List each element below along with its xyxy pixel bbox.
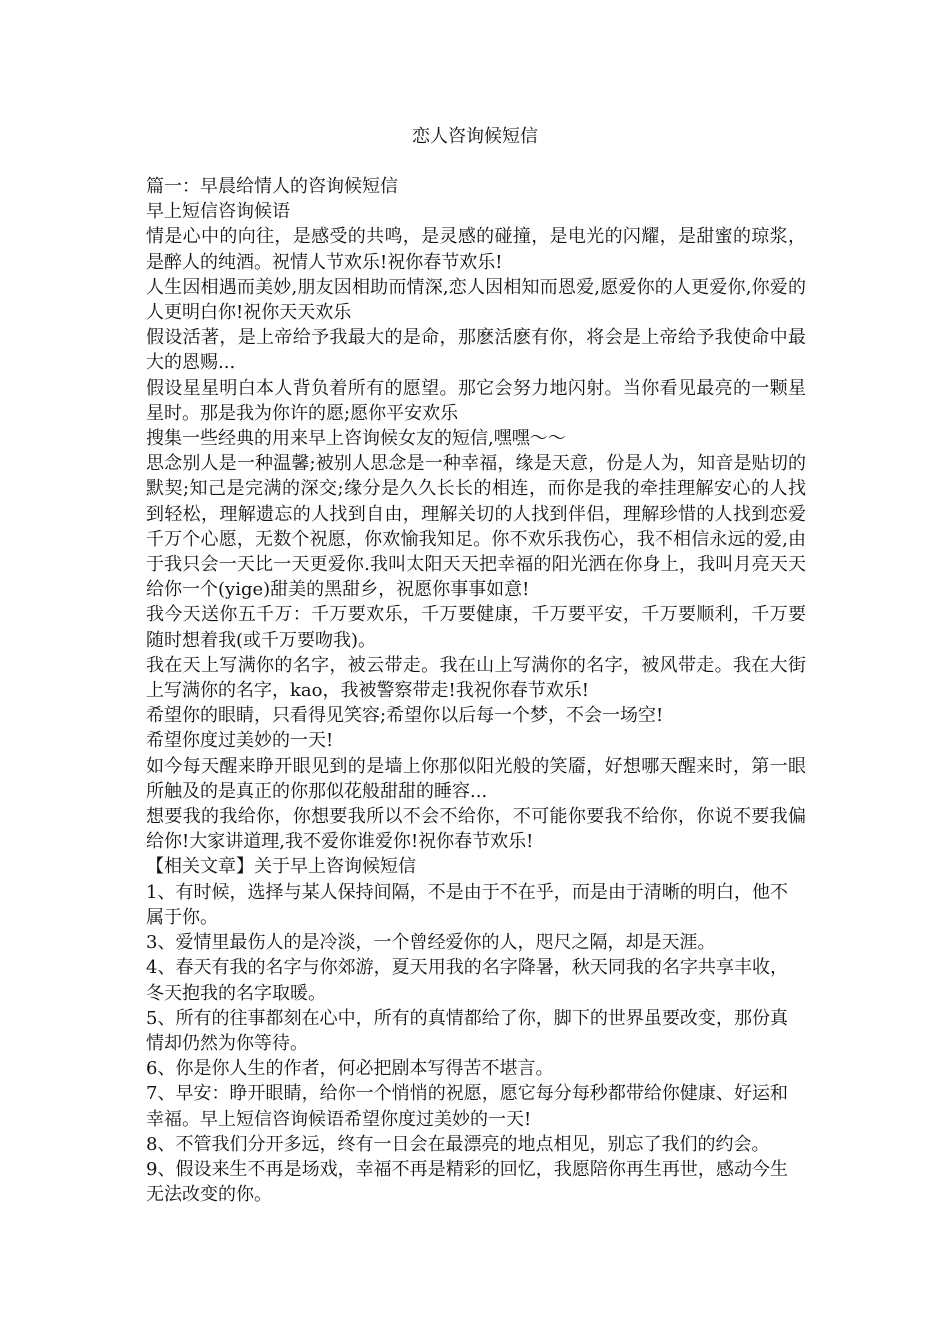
paragraph: 搜集一些经典的用来早上咨询候女友的短信,嘿嘿～～ [146, 428, 566, 450]
related-articles-heading: 【相关文章】关于早上咨询候短信 [146, 856, 416, 878]
paragraph: 我在天上写满你的名字，被云带走。我在山上写满你的名字，被风带走。我在大街上写满你的名字，kao，我被警察带走!我祝你春节欢乐! [146, 654, 806, 702]
list-item: 7、早安：睁开眼睛，给你一个悄悄的祝愿，愿它每分每秒都带给你健康、好运和幸福。早上短信咨询候语希望你度过美妙的一天! [146, 1083, 788, 1130]
list-item: 4、春天有我的名字与你郊游，夏天用我的名字降暑，秋天同我的名字共享丰收，冬天抱我的名字取暖。 [146, 957, 788, 1004]
list-item: 1、有时候，选择与某人保持间隔，不是由于不在乎，而是由于清晰的明白，他不属于你。 [146, 881, 788, 928]
paragraph: 希望你的眼睛，只看得见笑容;希望你以后每一个梦，不会一场空! [146, 705, 664, 727]
list-item: 8、不管我们分开多远，终有一日会在最漂亮的地点相见，别忘了我们的约会。 [146, 1133, 770, 1155]
subheading: 早上短信咨询候语 [146, 201, 290, 223]
section-heading: 篇一：早晨给情人的咨询候短信 [146, 176, 398, 197]
paragraph: 希望你度过美妙的一天! [146, 730, 334, 752]
document-title: 恋人咨询候短信 [412, 126, 538, 147]
paragraph: 思念别人是一种温馨;被别人思念是一种幸福，缘是天意，份是人为，知音是贴切的默契;知己是完满的深交;缘分是久久长长的相连，而你是我的牵挂理解安心的人找到轻松，理解遗忘的人找到自由，理解关切的人找到伴侣，理解珍惜的人找到恋爱千万个心愿，无数个祝愿，你欢愉我知足。你不欢乐我伤心，我不相信永远的爱,由于我只会一天比一天更爱你.我叫太阳天天把幸福的阳光洒在你身上，我叫月亮天天给你一个(yige)甜美的黑甜乡，祝愿你事事如意! [146, 453, 806, 601]
paragraph: 想要我的我给你，你想要我所以不会不给你，不可能你要我不给你，你说不要我偏给你!大家讲道理,我不爱你谁爱你!祝你春节欢乐! [146, 806, 806, 853]
paragraph: 情是心中的向往，是感受的共鸣，是灵感的碰撞，是电光的闪耀，是甜蜜的琼浆，是醉人的纯酒。祝情人节欢乐!祝你春节欢乐! [146, 226, 806, 273]
list-item: 6、你是你人生的作者，何必把剧本写得苦不堪言。 [146, 1058, 554, 1080]
list-item: 9、假设来生不再是场戏，幸福不再是精彩的回忆，我愿陪你再生再世，感动今生无法改变的你。 [146, 1158, 788, 1206]
paragraph: 人生因相遇而美妙,朋友因相助而情深,恋人因相知而恩爱,愿爱你的人更爱你,你爱的人更明白你!祝你天天欢乐 [146, 276, 806, 324]
document-body [146, 174, 806, 1207]
paragraph: 我今天送你五千万：千万要欢乐，千万要健康，千万要平安，千万要顺利，千万要随时想着我(或千万要吻我)。 [146, 604, 806, 651]
paragraph: 假设活著，是上帝给予我最大的是命，那麽活麽有你，将会是上帝给予我使命中最大的恩赐... [146, 327, 806, 374]
list-item: 5、所有的往事都刻在心中，所有的真情都给了你，脚下的世界虽要改变，那份真情却仍然为你等待。 [146, 1007, 788, 1054]
paragraph: 如今每天醒来睁开眼见到的是墙上你那似阳光般的笑靥，好想哪天醒来时，第一眼所触及的是真正的你那似花般甜甜的睡容... [146, 755, 806, 802]
list-item: 3、爱情里最伤人的是冷淡，一个曾经爱你的人，咫尺之隔，却是天涯。 [146, 932, 716, 954]
paragraph: 假设星星明白本人背负着所有的愿望。那它会努力地闪射。当你看见最亮的一颗星星时。那是我为你许的愿;愿你平安欢乐 [146, 377, 806, 424]
